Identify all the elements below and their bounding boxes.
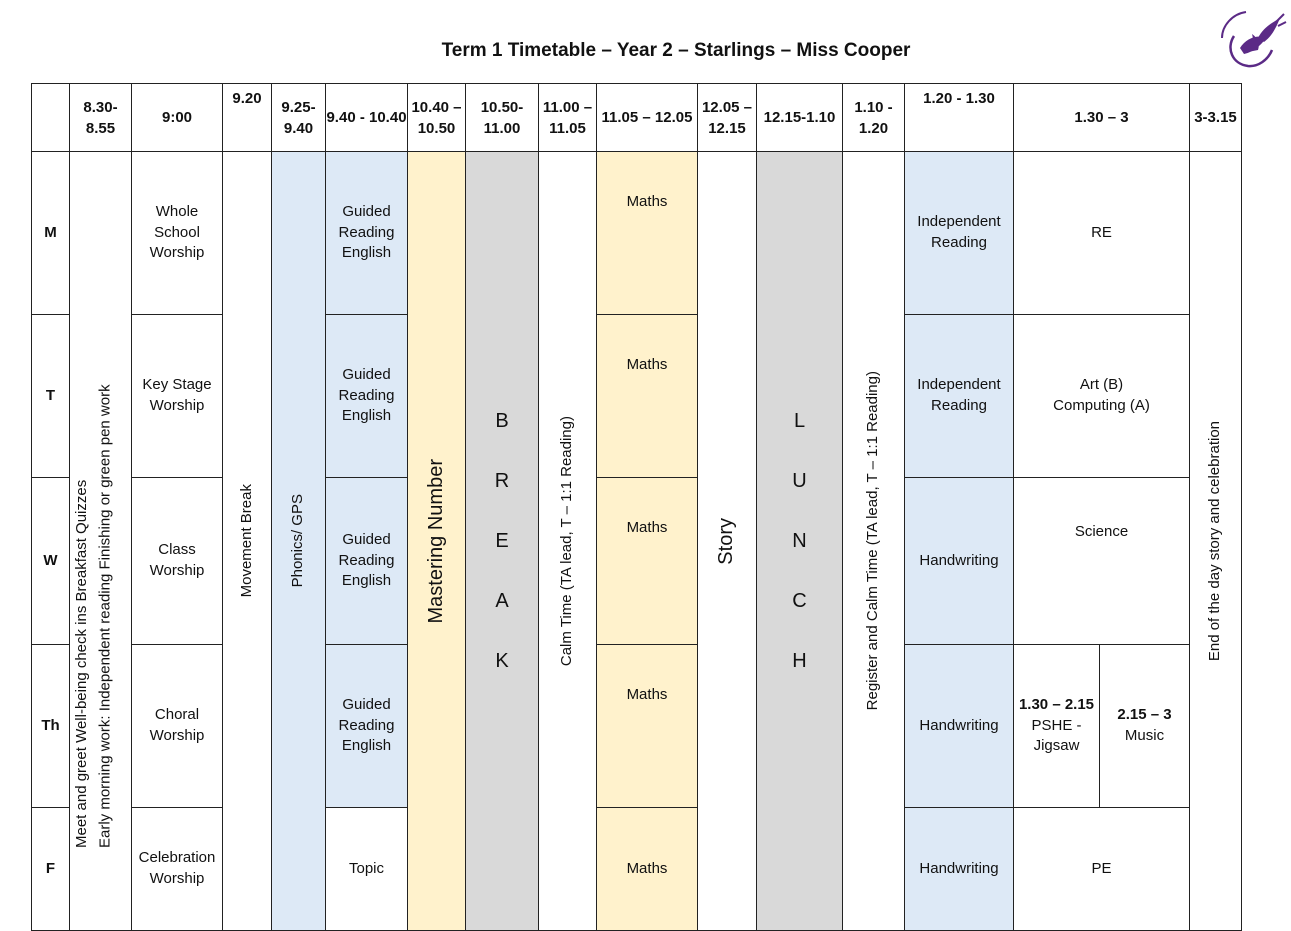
time-header: 3-3.15 [1190, 84, 1242, 152]
break-letter: K [495, 650, 509, 672]
afternoon-1-cell: Handwriting [905, 808, 1014, 931]
worship-cell: Choral Worship [132, 645, 223, 808]
movement-break-label: Movement Break [237, 484, 255, 598]
calm-time-cell [539, 152, 597, 931]
art-label: Art (B) [1079, 376, 1124, 394]
music-time: 2.15 – 3 [1117, 706, 1172, 724]
early-morning-line: Early morning work: Independent reading Finishing or green pen work [96, 384, 114, 848]
time-header: 1.20 - 1.30 [905, 84, 1014, 152]
afternoon-2-cell: Science [1014, 478, 1190, 645]
time-header: 12.15-1.10 [757, 84, 843, 152]
header-row [32, 84, 1242, 152]
reading-cell: Guided Reading English [326, 478, 408, 645]
maths-cell: Maths [597, 645, 698, 808]
time-header: 12.05 – 12.15 [698, 84, 757, 152]
reading-cell: Guided Reading English [326, 315, 408, 478]
pshe-subject: PSHE - Jigsaw [1031, 716, 1082, 755]
school-crest-icon [1218, 8, 1288, 72]
lunch-letter: U [792, 470, 807, 492]
afternoon-1-cell: Independent Reading [905, 315, 1014, 478]
music-cell [1100, 645, 1190, 808]
maths-cell: Maths [597, 315, 698, 478]
calm-time-label: Calm Time (TA lead, T – 1:1 Reading) [558, 415, 576, 667]
time-header: 10.50-11.00 [466, 84, 539, 152]
register-label: Register and Calm Time (TA lead, T – 1:1 Reading) [864, 371, 882, 711]
break-letter: R [494, 470, 510, 492]
mastering-number-label: Mastering Number [424, 458, 447, 624]
day-label: T [32, 315, 70, 478]
lunch-letter: L [793, 410, 806, 432]
day-label: F [32, 808, 70, 931]
time-header: 10.40 – 10.50 [408, 84, 466, 152]
phonics-label: Phonics/ GPS [289, 494, 307, 588]
day-row-friday [32, 808, 1242, 931]
worship-cell: Celebration Worship [132, 808, 223, 931]
reading-cell: Guided Reading English [326, 645, 408, 808]
time-header: 9.25-9.40 [272, 84, 326, 152]
day-label: M [32, 152, 70, 315]
timetable [31, 83, 1242, 931]
afternoon-1-cell: Handwriting [905, 478, 1014, 645]
pshe-time: 1.30 – 2.15 [1018, 695, 1095, 713]
page-title: Term 1 Timetable – Year 2 – Starlings – Miss Cooper [441, 40, 911, 61]
reading-cell: Guided Reading English [326, 152, 408, 315]
end-of-day-label: End of the day story and celebration [1206, 420, 1224, 662]
mastering-number-cell [408, 152, 466, 931]
lunch-letter: N [792, 530, 807, 552]
break-letter: A [495, 590, 509, 612]
computing-label: Computing (A) [1053, 397, 1150, 414]
time-header: 9.40 - 10.40 [326, 84, 408, 152]
pshe-cell [1014, 645, 1100, 808]
day-row-tuesday [32, 315, 1242, 478]
music-subject: Music [1124, 727, 1165, 744]
time-header: 8.30-8.55 [70, 84, 132, 152]
lunch-letter: C [792, 590, 807, 612]
afternoon-2-cell: PE [1014, 808, 1190, 931]
story-label: Story [715, 517, 738, 565]
topic-cell: Topic [326, 808, 408, 931]
day-row-wednesday [32, 478, 1242, 645]
corner-cell [32, 84, 70, 152]
movement-break-cell [223, 152, 272, 931]
maths-cell: Maths [597, 808, 698, 931]
maths-cell: Maths [597, 152, 698, 315]
day-row-monday [32, 152, 1242, 315]
day-label: Th [32, 645, 70, 808]
afternoon-1-cell: Handwriting [905, 645, 1014, 808]
lunch-cell [757, 152, 843, 931]
end-of-day-cell [1190, 152, 1242, 931]
story-cell [698, 152, 757, 931]
maths-cell: Maths [597, 478, 698, 645]
time-header: 9.20 [223, 84, 272, 152]
lunch-letter: H [792, 650, 807, 672]
day-label: W [32, 478, 70, 645]
early-morning-cell [70, 152, 132, 931]
time-header: 11.05 – 12.05 [597, 84, 698, 152]
afternoon-2-cell: RE [1014, 152, 1190, 315]
worship-cell: Key Stage Worship [132, 315, 223, 478]
break-letter: B [495, 410, 509, 432]
time-header: 1.30 – 3 [1014, 84, 1190, 152]
break-cell [466, 152, 539, 931]
worship-cell: Class Worship [132, 478, 223, 645]
time-header: 9:00 [132, 84, 223, 152]
afternoon-2-cell [1014, 315, 1190, 478]
time-header: 11.00 – 11.05 [539, 84, 597, 152]
afternoon-1-cell: Independent Reading [905, 152, 1014, 315]
time-header: 1.10 - 1.20 [843, 84, 905, 152]
worship-cell: Whole School Worship [132, 152, 223, 315]
early-morning-line: Meet and greet Well-being check ins Breakfast Quizzes [73, 479, 90, 848]
break-letter: E [495, 530, 509, 552]
phonics-cell [272, 152, 326, 931]
day-row-thursday [32, 645, 1242, 808]
register-cell [843, 152, 905, 931]
